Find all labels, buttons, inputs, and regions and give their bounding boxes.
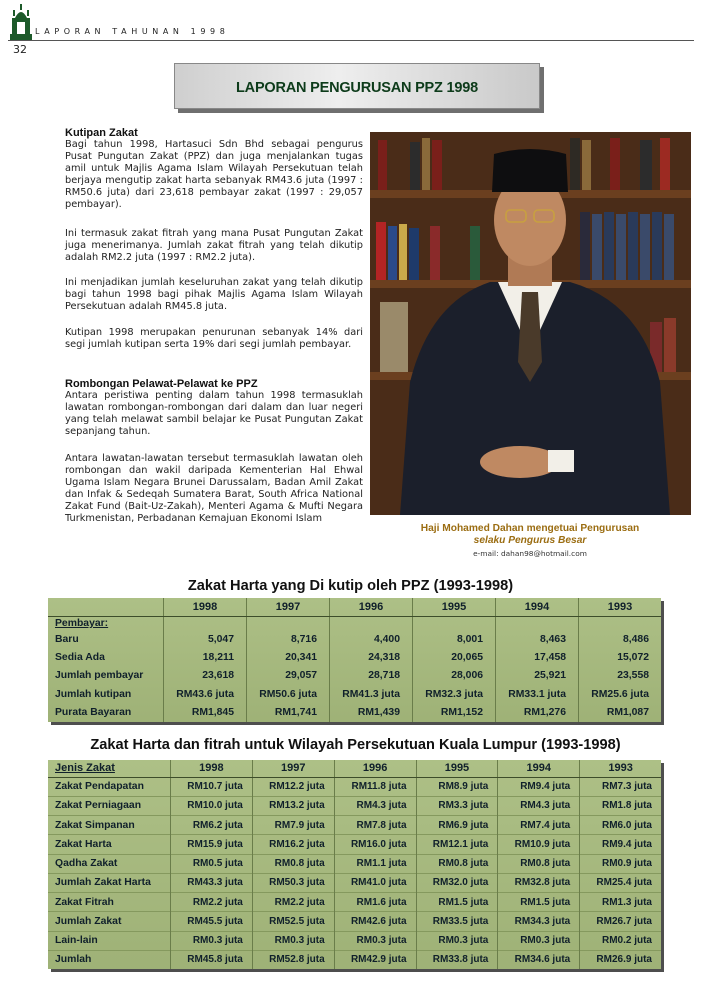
row-label: Baru: [55, 633, 79, 645]
cell: RM50.3 juta: [252, 873, 334, 892]
cell: RM1.3 juta: [580, 893, 661, 912]
table-row: [48, 816, 661, 835]
cell: RM7.8 juta: [334, 816, 416, 835]
table-row: [48, 912, 661, 931]
article-paragraph: [65, 453, 363, 526]
table-row: [48, 835, 661, 854]
table-section-label: Pembayar:: [55, 617, 109, 629]
table1-title: Zakat Harta yang Di kutip oleh PPZ (1993-1998): [187, 578, 514, 594]
table-header-jenis: Jenis Zakat: [48, 760, 171, 777]
cell: RM41.0 juta: [334, 873, 416, 892]
cell: 28,718: [330, 667, 413, 685]
cell: RM1,439: [330, 704, 413, 722]
cell: RM1,741: [247, 704, 330, 722]
table-row: [48, 685, 661, 703]
cell: RM7.4 juta: [498, 816, 580, 835]
cell: RM0.5 juta: [171, 854, 253, 873]
row-label: Qadha Zakat: [48, 854, 171, 873]
cell: 28,006: [413, 667, 496, 685]
cell: RM0.2 juta: [580, 931, 661, 950]
cell: RM0.3 juta: [171, 931, 253, 950]
photo-caption-title: selaku Pengurus Besar: [473, 535, 587, 546]
cell: 8,716: [247, 630, 330, 648]
cell: RM0.3 juta: [498, 931, 580, 950]
cell: RM52.8 juta: [252, 950, 334, 969]
table-header-year: 1997: [247, 598, 330, 616]
cell: RM16.2 juta: [252, 835, 334, 854]
logo-icon: [10, 4, 32, 40]
row-label: Zakat Simpanan: [48, 816, 171, 835]
cell: RM32.0 juta: [416, 873, 498, 892]
cell: RM7.9 juta: [252, 816, 334, 835]
cell: RM1.5 juta: [498, 893, 580, 912]
cell: RM26.7 juta: [580, 912, 661, 931]
row-label: Zakat Pendapatan: [48, 777, 171, 796]
contact-email: e-mail: dahan98@hotmail.com: [473, 549, 587, 558]
cell: RM43.6 juta: [164, 685, 247, 703]
header-rule: [8, 40, 694, 41]
table-row: [48, 893, 661, 912]
cell: RM0.8 juta: [416, 854, 498, 873]
table-header-year: 1998: [171, 760, 253, 777]
article-paragraph: [65, 228, 363, 264]
row-label: Purata Bayaran: [55, 707, 132, 719]
paragraph: Antara lawatan-lawatan tersebut termasuklah lawatan oleh rombongan dan wakil daripada Kementerian Hal Ehwal Ugama Islam Negara Brunei Darussalam, Badan Amil Zakat dan Infak & Sedeqah Sumatera Barat, South Africa National Zakat Fund (Bait-Uz-Zakah), Menteri Agama & Mufti Negara Turkmenistan, Perbadanan Kemajuan Ekonomi Islam: [65, 453, 363, 525]
cell: RM42.6 juta: [334, 912, 416, 931]
cell: RM0.3 juta: [416, 931, 498, 950]
cell: 29,057: [247, 667, 330, 685]
row-label: Jumlah kutipan: [55, 688, 132, 700]
article-section-rombongan: [65, 378, 363, 438]
cell: RM34.3 juta: [498, 912, 580, 931]
paragraph: Bagi tahun 1998, Hartasuci Sdn Bhd sebagai pengurus Pusat Pungutan Zakat (PPZ) dan juga menjalankan tugas amil untuk Majlis Agama Islam Wilayah Persekutuan telah berjaya mengutip zakat harta sebanyak RM43.6 juta (1997 : RM50.6 juta) dari 23,618 pembayar zakat (1997 : 29,057 pembayar).: [65, 139, 363, 211]
row-label: Jumlah: [48, 950, 171, 969]
table-row: [48, 648, 661, 666]
table-row: [48, 854, 661, 873]
cell: RM0.9 juta: [580, 854, 661, 873]
cell: 24,318: [330, 648, 413, 666]
cell: RM33.8 juta: [416, 950, 498, 969]
table-header-year: 1996: [330, 598, 413, 616]
cell: RM33.5 juta: [416, 912, 498, 931]
cell: RM1.6 juta: [334, 893, 416, 912]
cell: RM52.5 juta: [252, 912, 334, 931]
cell: RM9.4 juta: [580, 835, 661, 854]
cell: RM11.8 juta: [334, 777, 416, 796]
cell: RM10.7 juta: [171, 777, 253, 796]
table-row: [48, 931, 661, 950]
cell: 25,921: [496, 667, 579, 685]
cell: RM50.6 juta: [247, 685, 330, 703]
table-header-year: 1993: [580, 760, 661, 777]
banner-title: LAPORAN PENGURUSAN PPZ 1998: [236, 80, 478, 96]
table-header-year: 1993: [579, 598, 662, 616]
table-header-year: 1994: [496, 598, 579, 616]
article-paragraph: [65, 327, 363, 351]
photo-caption: Haji Mohamed Dahan mengetuai Pengurusan: [420, 523, 640, 534]
page-number: 32: [13, 43, 27, 56]
table-row: [48, 667, 661, 685]
cell: RM8.9 juta: [416, 777, 498, 796]
row-label: Zakat Fitrah: [48, 893, 171, 912]
cell: 23,618: [164, 667, 247, 685]
cell: RM43.3 juta: [171, 873, 253, 892]
cell: RM10.0 juta: [171, 796, 253, 815]
cell: RM0.3 juta: [252, 931, 334, 950]
cell: RM1,845: [164, 704, 247, 722]
cell: 20,341: [247, 648, 330, 666]
cell: 18,211: [164, 648, 247, 666]
cell: RM1.8 juta: [580, 796, 661, 815]
cell: RM15.9 juta: [171, 835, 253, 854]
cell: RM33.1 juta: [496, 685, 579, 703]
table-row: [48, 873, 661, 892]
cell: 8,486: [579, 630, 662, 648]
cell: RM1,152: [413, 704, 496, 722]
cell: RM25.6 juta: [579, 685, 662, 703]
cell: RM0.8 juta: [498, 854, 580, 873]
cell: RM6.0 juta: [580, 816, 661, 835]
cell: 5,047: [164, 630, 247, 648]
table-header-year: 1995: [416, 760, 498, 777]
cell: RM10.9 juta: [498, 835, 580, 854]
cell: RM1,276: [496, 704, 579, 722]
cell: RM32.3 juta: [413, 685, 496, 703]
cell: RM32.8 juta: [498, 873, 580, 892]
cell: RM6.9 juta: [416, 816, 498, 835]
heading-kutipan-zakat: Kutipan Zakat: [65, 127, 138, 139]
row-label: Lain-lain: [48, 931, 171, 950]
cell: RM13.2 juta: [252, 796, 334, 815]
cell: RM2.2 juta: [171, 893, 253, 912]
paragraph: Ini termasuk zakat fitrah yang mana Pusat Pungutan Zakat juga menerimanya. Jumlah zakat fitrah yang telah dikutip adalah RM2.2 juta (1997 : RM2.2 juta).: [65, 228, 363, 264]
table-header-blank: [48, 598, 164, 616]
row-label: Jumlah pembayar: [55, 670, 144, 682]
cell: RM34.6 juta: [498, 950, 580, 969]
cell: RM25.4 juta: [580, 873, 661, 892]
table-header-year: 1997: [252, 760, 334, 777]
table-header-year: 1994: [498, 760, 580, 777]
cell: RM0.3 juta: [334, 931, 416, 950]
table-row: [48, 950, 661, 969]
table-header-year: 1995: [413, 598, 496, 616]
cell: 17,458: [496, 648, 579, 666]
cell: 8,001: [413, 630, 496, 648]
cell: RM16.0 juta: [334, 835, 416, 854]
row-label: Jumlah Zakat: [48, 912, 171, 931]
cell: RM4.3 juta: [334, 796, 416, 815]
cell: RM7.3 juta: [580, 777, 661, 796]
table2-title: Zakat Harta dan fitrah untuk Wilayah Persekutuan Kuala Lumpur (1993-1998): [90, 737, 621, 753]
cell: RM12.1 juta: [416, 835, 498, 854]
row-label: Sedia Ada: [55, 652, 105, 664]
row-label: Zakat Harta: [48, 835, 171, 854]
portrait-photo: [370, 132, 691, 515]
cell: RM0.8 juta: [252, 854, 334, 873]
cell: RM4.3 juta: [498, 796, 580, 815]
cell: RM45.5 juta: [171, 912, 253, 931]
paragraph: Kutipan 1998 merupakan penurunan sebanyak 14% dari segi jumlah kutipan serta 19% dari segi jumlah pembayar.: [65, 327, 363, 351]
table-row: [48, 796, 661, 815]
table-header-year: 1998: [164, 598, 247, 616]
cell: RM2.2 juta: [252, 893, 334, 912]
article-section-kutipan: [65, 127, 363, 212]
cell: RM9.4 juta: [498, 777, 580, 796]
row-label: Jumlah Zakat Harta: [48, 873, 171, 892]
cell: 4,400: [330, 630, 413, 648]
cell: RM1,087: [579, 704, 662, 722]
cell: 8,463: [496, 630, 579, 648]
cell: RM26.9 juta: [580, 950, 661, 969]
cell: RM41.3 juta: [330, 685, 413, 703]
cell: RM6.2 juta: [171, 816, 253, 835]
cell: RM12.2 juta: [252, 777, 334, 796]
paragraph: Antara peristiwa penting dalam tahun 1998 termasuklah lawatan rombongan-rombongan dari dalam dan luar negeri yang telah melawat sambil belajar ke Pusat Pungutan Zakat sepanjang tahun.: [65, 390, 363, 438]
cell: 20,065: [413, 648, 496, 666]
cell: RM42.9 juta: [334, 950, 416, 969]
article-paragraph: [65, 277, 363, 313]
cell: RM1.5 juta: [416, 893, 498, 912]
table-row: [48, 777, 661, 796]
paragraph: Ini menjadikan jumlah keseluruhan zakat yang telah dikutip bagi tahun 1998 bagi pihak Majlis Agama Islam Wilayah Persekutuan adalah RM45.8 juta.: [65, 277, 363, 313]
table-row: [48, 630, 661, 648]
cell: 15,072: [579, 648, 662, 666]
table-header-year: 1996: [334, 760, 416, 777]
heading-rombongan: Rombongan Pelawat-Pelawat ke PPZ: [65, 378, 258, 390]
cell: 23,558: [579, 667, 662, 685]
cell: RM1.1 juta: [334, 854, 416, 873]
row-label: Zakat Perniagaan: [48, 796, 171, 815]
zakat-harta-table: [48, 598, 661, 722]
report-header-title: LAPORAN TAHUNAN 1998: [35, 27, 230, 36]
cell: RM45.8 juta: [171, 950, 253, 969]
table-row: [48, 704, 661, 722]
cell: RM3.3 juta: [416, 796, 498, 815]
zakat-wilayah-table: [48, 760, 661, 969]
